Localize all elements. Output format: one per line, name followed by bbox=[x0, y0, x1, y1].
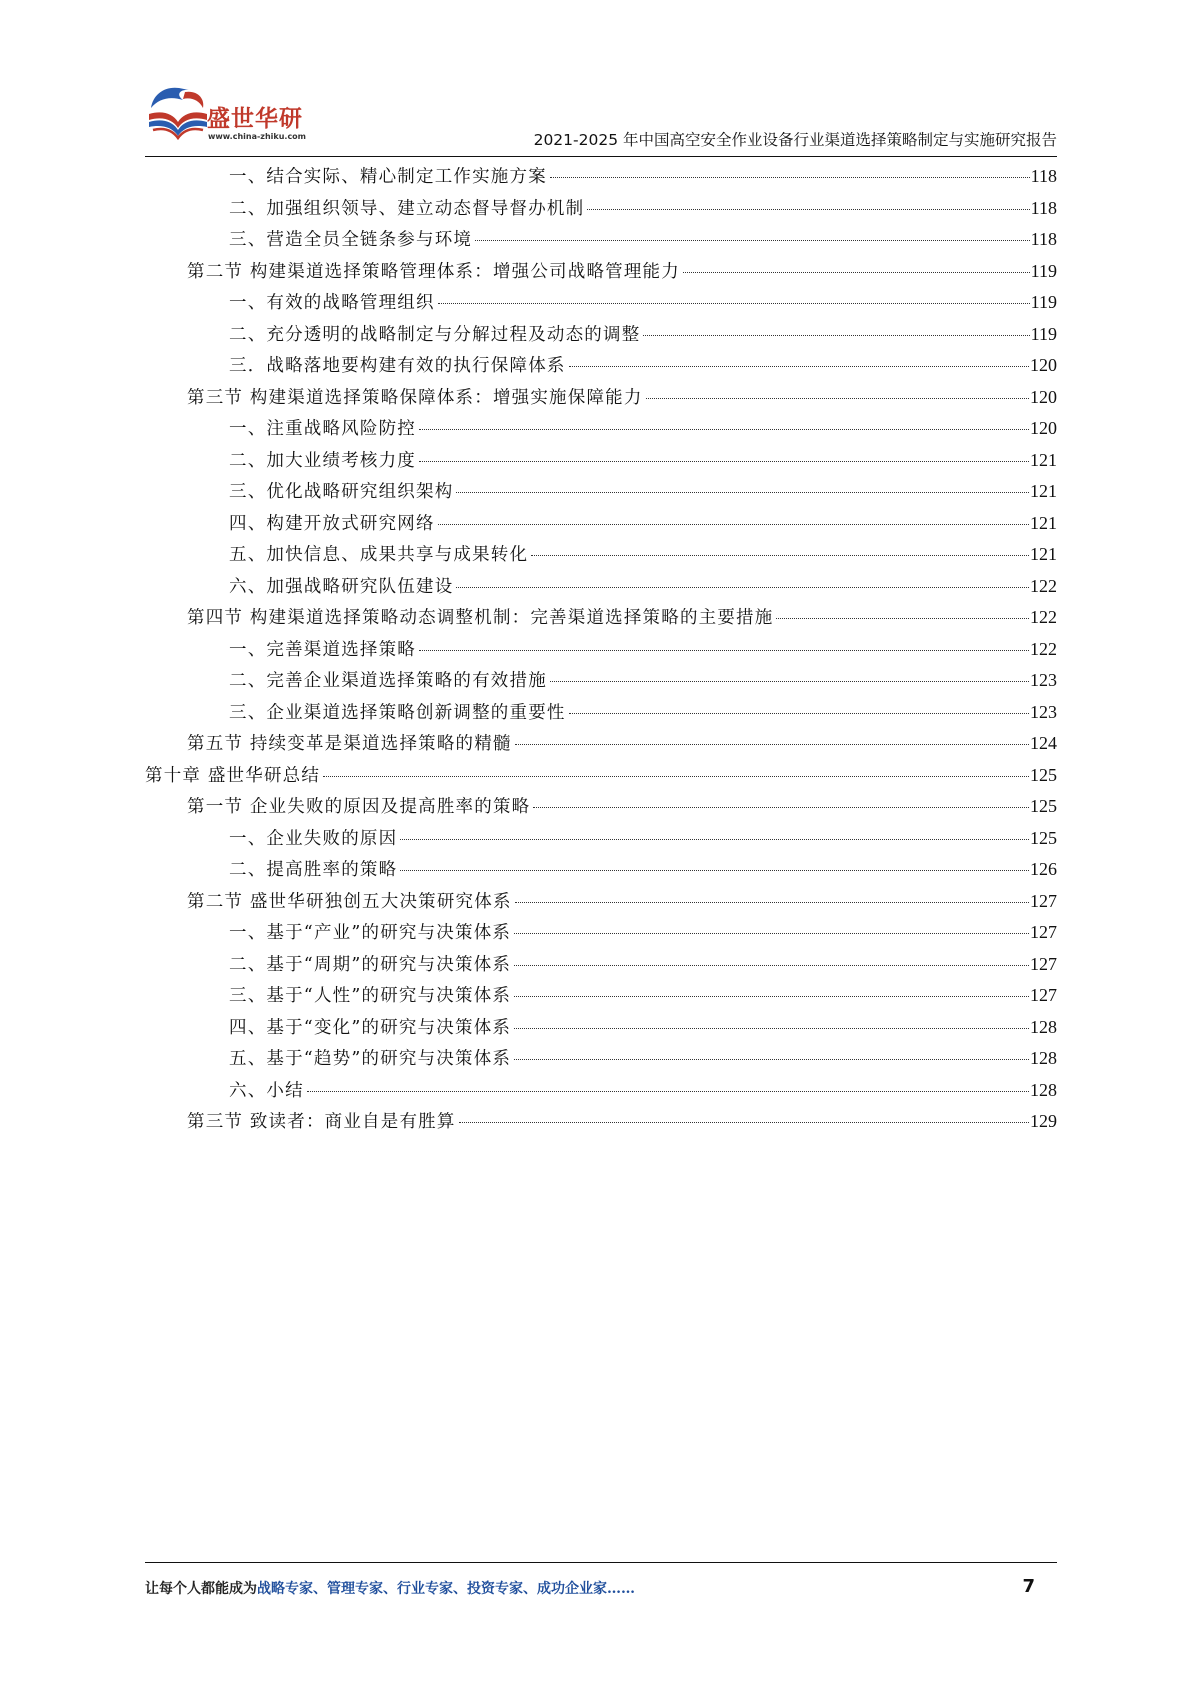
toc-entry-page: 121 bbox=[1030, 449, 1057, 470]
toc-dot-leader bbox=[569, 366, 1029, 367]
toc-entry-title: 第四节 构建渠道选择策略动态调整机制：完善渠道选择策略的主要措施 bbox=[187, 608, 774, 628]
toc-entry[interactable] bbox=[145, 193, 1057, 225]
toc-dot-leader bbox=[550, 681, 1029, 682]
toc-entry[interactable] bbox=[145, 571, 1057, 603]
toc-entry[interactable] bbox=[145, 350, 1057, 382]
toc-dot-leader bbox=[683, 272, 1030, 273]
toc-entry-page: 127 bbox=[1030, 985, 1057, 1005]
toc-entry-page: 125 bbox=[1030, 796, 1057, 816]
toc-entry-title: 三、企业渠道选择策略创新调整的重要性 bbox=[229, 702, 566, 723]
toc-entry-title: 第十章 盛世华研总结 bbox=[145, 765, 321, 786]
toc-entry[interactable] bbox=[145, 319, 1057, 351]
toc-dot-leader bbox=[776, 618, 1029, 619]
logo-url: www.china-zhiku.com bbox=[208, 132, 307, 141]
toc-dot-leader bbox=[419, 429, 1029, 430]
toc-dot-leader bbox=[514, 933, 1029, 934]
toc-entry-title: 一、有效的战略管理组织 bbox=[229, 293, 435, 313]
toc-entry-page: 129 bbox=[1030, 1111, 1057, 1131]
toc-entry-page: 125 bbox=[1030, 827, 1057, 848]
toc-dot-leader bbox=[569, 713, 1029, 714]
toc-entry-title: 二、加大业绩考核力度 bbox=[229, 450, 416, 471]
toc-entry-page: 121 bbox=[1030, 544, 1057, 564]
toc-dot-leader bbox=[531, 555, 1029, 556]
toc-entry[interactable] bbox=[145, 224, 1057, 256]
toc-entry-page: 122 bbox=[1030, 638, 1057, 659]
footer-slogan-lead: 让每个人都能成为 bbox=[145, 1581, 257, 1597]
toc-entry-title: 二、基于“周期”的研究与决策体系 bbox=[229, 954, 512, 975]
toc-dot-leader bbox=[643, 335, 1029, 336]
toc-entry-page: 120 bbox=[1030, 386, 1057, 407]
toc-entry[interactable] bbox=[145, 949, 1057, 981]
page-number: 7 bbox=[1022, 1576, 1035, 1597]
toc-entry[interactable] bbox=[145, 760, 1057, 792]
toc-dot-leader bbox=[459, 1122, 1029, 1123]
toc-entry-page: 127 bbox=[1030, 953, 1057, 974]
toc-entry-page: 121 bbox=[1030, 481, 1057, 501]
toc-dot-leader bbox=[400, 870, 1029, 871]
toc-entry-page: 119 bbox=[1030, 323, 1057, 344]
toc-entry-title: 第一节 企业失败的原因及提高胜率的策略 bbox=[187, 797, 531, 817]
toc-entry-page: 122 bbox=[1030, 575, 1057, 596]
toc-dot-leader bbox=[475, 240, 1030, 241]
toc-dot-leader bbox=[514, 1059, 1029, 1060]
toc-entry-title: 二、完善企业渠道选择策略的有效措施 bbox=[229, 671, 547, 691]
toc-entry-page: 126 bbox=[1030, 859, 1057, 879]
toc-entry-title: 二、充分透明的战略制定与分解过程及动态的调整 bbox=[229, 324, 641, 345]
toc-entry[interactable] bbox=[145, 161, 1057, 193]
toc-entry-title: 三、基于“人性”的研究与决策体系 bbox=[229, 986, 512, 1006]
toc-entry-title: 六、小结 bbox=[229, 1080, 304, 1101]
toc-dot-leader bbox=[456, 492, 1029, 493]
toc-entry[interactable] bbox=[145, 634, 1057, 666]
toc-entry-title: 三．战略落地要构建有效的执行保障体系 bbox=[229, 356, 566, 376]
toc-entry-title: 第三节 致读者：商业自是有胜算 bbox=[187, 1112, 456, 1132]
toc-entry[interactable] bbox=[145, 256, 1057, 288]
toc-entry[interactable] bbox=[145, 823, 1057, 855]
toc-entry-title: 第二节 构建渠道选择策略管理体系：增强公司战略管理能力 bbox=[187, 261, 680, 282]
toc-dot-leader bbox=[533, 807, 1029, 808]
toc-entry[interactable] bbox=[145, 697, 1057, 729]
toc-entry-page: 128 bbox=[1030, 1048, 1057, 1068]
toc-dot-leader bbox=[514, 965, 1029, 966]
toc-entry-page: 124 bbox=[1030, 733, 1057, 753]
toc-dot-leader bbox=[515, 744, 1029, 745]
page-header bbox=[145, 82, 1057, 154]
toc-dot-leader bbox=[646, 398, 1029, 399]
toc-entry[interactable] bbox=[145, 1106, 1057, 1138]
toc-entry-page: 121 bbox=[1030, 512, 1057, 533]
toc-dot-leader bbox=[515, 902, 1029, 903]
toc-entry[interactable] bbox=[145, 445, 1057, 477]
toc-entry-page: 118 bbox=[1030, 229, 1057, 249]
toc-entry-title: 一、完善渠道选择策略 bbox=[229, 639, 416, 660]
toc-entry-title: 四、基于“变化”的研究与决策体系 bbox=[229, 1017, 512, 1038]
page-footer bbox=[145, 1578, 1057, 1608]
toc-entry[interactable] bbox=[145, 508, 1057, 540]
toc-entry-page: 119 bbox=[1030, 260, 1057, 281]
toc-entry-page: 125 bbox=[1030, 764, 1057, 785]
toc-dot-leader bbox=[550, 177, 1030, 178]
toc-entry[interactable] bbox=[145, 1012, 1057, 1044]
toc-dot-leader bbox=[307, 1091, 1029, 1092]
toc-entry[interactable] bbox=[145, 1043, 1057, 1075]
company-logo bbox=[145, 82, 325, 146]
report-title: 2021-2025 年中国高空安全作业设备行业渠道选择策略制定与实施研究报告 bbox=[533, 131, 1057, 149]
toc-entry-title: 三、营造全员全链条参与环境 bbox=[229, 230, 473, 250]
toc-entry-page: 127 bbox=[1030, 922, 1057, 942]
toc-entry[interactable] bbox=[145, 665, 1057, 697]
logo-book-icon bbox=[145, 84, 211, 142]
toc-entry[interactable] bbox=[145, 917, 1057, 949]
toc-entry[interactable] bbox=[145, 791, 1057, 823]
toc-entry-title: 第二节 盛世华研独创五大决策研究体系 bbox=[187, 891, 512, 912]
toc-dot-leader bbox=[438, 524, 1029, 525]
toc-entry[interactable] bbox=[145, 886, 1057, 918]
toc-entry-page: 119 bbox=[1030, 292, 1057, 312]
toc-entry-title: 第三节 构建渠道选择策略保障体系：增强实施保障能力 bbox=[187, 387, 643, 408]
toc-dot-leader bbox=[419, 461, 1029, 462]
footer-slogan-highlight: 战略专家、管理专家、行业专家、投资专家、成功企业家…… bbox=[257, 1581, 635, 1597]
toc-entry-title: 一、结合实际、精心制定工作实施方案 bbox=[229, 167, 547, 187]
toc-entry-title: 五、基于“趋势”的研究与决策体系 bbox=[229, 1049, 512, 1069]
toc-entry-page: 118 bbox=[1030, 166, 1057, 186]
toc-entry-title: 六、加强战略研究队伍建设 bbox=[229, 576, 454, 597]
toc-entry-page: 122 bbox=[1030, 607, 1057, 627]
toc-entry[interactable] bbox=[145, 476, 1057, 508]
toc-entry-page: 128 bbox=[1030, 1079, 1057, 1100]
toc-entry[interactable] bbox=[145, 539, 1057, 571]
toc-dot-leader bbox=[456, 587, 1029, 588]
toc-entry-title: 一、注重战略风险防控 bbox=[229, 419, 416, 439]
toc-dot-leader bbox=[400, 839, 1029, 840]
toc-entry-page: 123 bbox=[1030, 670, 1057, 690]
toc-entry-title: 二、提高胜率的策略 bbox=[229, 860, 398, 880]
toc-entry-page: 127 bbox=[1030, 890, 1057, 911]
toc-entry[interactable] bbox=[145, 287, 1057, 319]
toc-entry[interactable] bbox=[145, 413, 1057, 445]
toc-dot-leader bbox=[587, 209, 1029, 210]
toc-entry[interactable] bbox=[145, 602, 1057, 634]
toc-entry-page: 120 bbox=[1030, 418, 1057, 438]
toc-entry-page: 120 bbox=[1030, 355, 1057, 375]
toc-dot-leader bbox=[419, 650, 1029, 651]
toc-entry[interactable] bbox=[145, 728, 1057, 760]
toc-dot-leader bbox=[514, 996, 1029, 997]
toc-entry[interactable] bbox=[145, 854, 1057, 886]
toc-entry-title: 三、优化战略研究组织架构 bbox=[229, 482, 454, 502]
toc-entry-title: 一、基于“产业”的研究与决策体系 bbox=[229, 923, 512, 943]
toc-dot-leader bbox=[438, 303, 1030, 304]
toc-entry-title: 第五节 持续变革是渠道选择策略的精髓 bbox=[187, 734, 512, 754]
header-divider bbox=[145, 156, 1057, 157]
toc-dot-leader bbox=[323, 776, 1029, 777]
toc-entry-title: 一、企业失败的原因 bbox=[229, 828, 398, 849]
toc-entry[interactable] bbox=[145, 1075, 1057, 1107]
toc-entry-page: 118 bbox=[1030, 197, 1057, 218]
toc-entry-page: 128 bbox=[1030, 1016, 1057, 1037]
toc-entry-page: 123 bbox=[1030, 701, 1057, 722]
logo-name: 盛世华研 bbox=[207, 106, 303, 132]
toc-entry-title: 二、加强组织领导、建立动态督导督办机制 bbox=[229, 198, 585, 219]
toc-entry[interactable] bbox=[145, 980, 1057, 1012]
toc-dot-leader bbox=[514, 1028, 1029, 1029]
footer-divider bbox=[145, 1562, 1057, 1563]
toc-entry-title: 四、构建开放式研究网络 bbox=[229, 513, 435, 534]
toc-entry[interactable] bbox=[145, 382, 1057, 414]
table-of-contents bbox=[145, 161, 1057, 1138]
toc-entry-title: 五、加快信息、成果共享与成果转化 bbox=[229, 545, 529, 565]
